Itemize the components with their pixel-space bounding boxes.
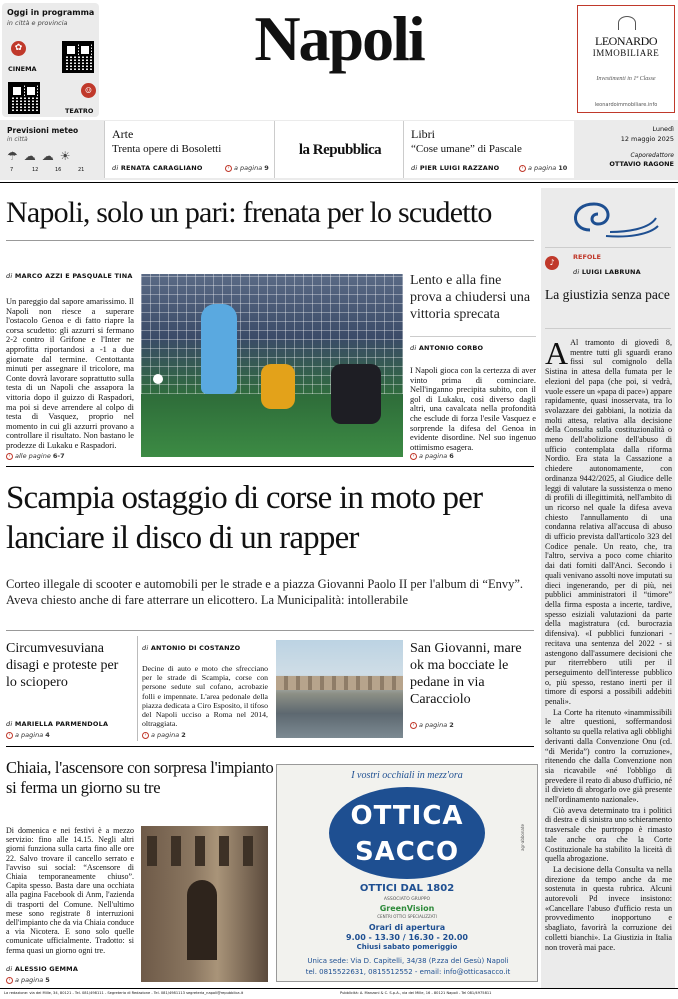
lead-body: Un pareggio dal sapore amarissimo. Il Napoli non riesce a superare l'ostacolo Genoa e di fatto riapre la corsa scudetto: gli azzurri si fermano 2-2 contro il Grifone e l'Inter ne approfitta riportandosi a -1 a due giornate dal termine. Centottanta minuti per assegnare il tricolore, ma Conte dovrà lavorare soprattutto sulla testa di un Napoli che assapora la vittoria dopo il guizzo di Raspadori, ma poi si deve arrendere al colpo di testa di Vasquez, proprio nel momento in cui gli azzurri provano a controllare il risultato. Non bastano le prodezze di Lukaku e Raspadori. [6,297,134,450]
footer-pubblicita: Pubblicità: A. Manzoni & C. S.p.A., via dei Mille, 16 - 80121 Napoli - Tel 081/4975811 [340,991,492,995]
arte-byline [112,164,203,172]
ottica-assoc [277,897,537,902]
libri-section: Libri [411,127,435,141]
masthead-title[interactable]: Napoli [254,3,424,74]
meteo-box [2,121,99,178]
ball [153,374,163,384]
shoreline-buildings [276,676,403,690]
ottica-brand2: SACCO [354,837,460,867]
ottica-hours: 9.00 - 13.30 / 16.30 - 20.00 [346,933,468,942]
cinema-icon: ✿ [11,41,26,56]
dateline [576,125,674,168]
di-label: di [6,720,13,728]
libri-headline: “Cose umane” di Pascale [411,143,522,155]
divider [0,988,678,989]
meteo-hour: 7 [10,167,14,173]
refole-wave-illustration [560,194,660,240]
di-label: di [112,164,119,172]
ottica-side-note: agr-abbonate [519,824,525,851]
a-pagina-label: a pagina [15,976,44,984]
refole-byline [573,268,641,276]
lead-side-page: 6 [449,452,454,460]
goalkeeper [261,364,295,409]
circum-author: MARIELLA PARMENDOLA [14,720,109,728]
arrow-icon: › [410,722,417,729]
ottica-closed: Chiusi sabato pomeriggio [356,943,458,951]
secondary-body: Decine di auto e moto che sfrecciano per le strade di Scampia, corse con persone sedute sul cofano, acrobazie folli e impennate. L'area pedonale della piazza dedicata a Ciro Esposito, il tifoso del Napoli ucciso a Roma nel 2014, oltraggiata. [142,664,268,729]
arte-author: RENATA CARAGLIANO [120,164,203,172]
cinema-label[interactable]: CINEMA [8,65,37,73]
lead-headline[interactable]: Napoli, solo un pari: frenata per lo scudetto [6,196,492,229]
dateline-day: Lunedì [652,125,674,133]
lead-side-page-ref[interactable] [410,452,454,460]
divider [6,466,534,467]
leonardo-url: leonardoimmobiliare.info [594,102,658,108]
meteo-hour: 12 [32,167,39,173]
chiaia-headline[interactable]: Chiaia, l'ascensore con sorpresa l'impianto si ferma un giorno su tre [6,758,274,797]
ottica-group-label: GRUPPO [411,897,431,902]
teatro-qr-code[interactable] [8,82,40,114]
arrow-icon: › [225,165,232,172]
a-pagina-label: a pagina [151,731,180,739]
refole-paragraph: La decisione della Consulta va nella direzione da tempo anche da me sostenuta in questa rubrica. Alcuni autorevoli Pd invece insistono: «Cancellare l'abuso d'ufficio resta un provvedimento inopportuno e sbagliato, favorirà la corruzione dei colletti bianchi». La Giustizia in Italia non troverà mai pace. [545,864,672,952]
a-pagina-label: a pagina [419,452,448,460]
secondary-author: ANTONIO DI COSTANZO [150,644,241,652]
leonardo-name: LEONARDO [595,34,657,48]
teatro-icon: ☺ [81,83,96,98]
chiaia-body: Di domenica e nei festivi è a mezzo servizio: fino alle 14.15. Negli altri giorni funziona sulla carta fino alle ore 22. Salvo trovare il cancello serrato e l'avviso sui social: “Ascensore di Chiaia temporaneamente chiuso”. Capita spesso. Basta dare una occhiata alla pagina Facebook di Anm, l'azienda di trasporti del Comune. Nell'ultimo mese sono registrate 8 interruzioni dell'impianto che da via Chiaia conduce a via Nicotera. E sono solo quelle comunicate ufficialmente. Tradotto: si ferma quasi un giorno ogni tre. [6,826,134,955]
a-pagina-label: a pagina [234,164,263,172]
di-label: di [6,272,13,280]
wave-icon [560,194,660,240]
leonardo-name2: IMMOBILIARE [592,48,660,58]
chiaia-page: 5 [45,976,50,984]
sangiovanni-photo[interactable] [276,640,403,738]
brand-logo[interactable]: la Repubblica [298,142,382,158]
ottica-gv-sub: CENTRI OTTICI SPECIALIZZATI [377,914,437,919]
secondary-byline [142,644,240,652]
divider [545,247,671,248]
ottica-slogan: I vostri occhiali in mezz'ora [351,770,463,781]
weather-icons: ☂☁☁☀ [7,149,77,163]
lead-side-body: I Napoli gioca con la certezza di aver vinto prima di cominciare. Nell'inganno precipita subito, con il gol di Lukaku, così diverso dagli altri, una cavalcata nella profondità che esclude di forza l'esile Vasquez e sorprende la difesa del Genoa in evidente disordine. Nel suo ingenuo ottimismo esagera. [410,366,536,452]
footer-redazione: La redazione: via dei Mille, 34, 80121 - Tel. 081/498111 - Segreteria di Redazione - Tel. 081/4981113 segreteria_napoli@repubblica.it [4,991,244,995]
ad-leonardo[interactable] [577,5,675,113]
chiaia-author: ALESSIO GEMMA [14,965,79,973]
dateline-editor: OTTAVIO RAGONE [609,160,674,168]
teaser-libri[interactable] [404,121,574,178]
alle-pagine-label: alle pagine [15,452,51,460]
refole-paragraph: La Corte ha ritenuto «inammissibili le altre questioni, soffermandosi soltanto su quella relativa agli obblighi derivanti dalla Convenzione Onu (cd. “di Merida”) contro la corruzione», ritenendo che dalla Convenzione non sia ricavabile «né l'obbligo di prevedere il reato di abuso d'ufficio, né il divieto di abrogarlo ove già presente nell'ordinamento nazionale». [545,707,672,805]
dateline-role: Caporedattore [630,152,674,159]
refole-headline[interactable]: La giustizia senza pace [545,287,670,302]
secondary-page: 2 [181,731,186,739]
di-label: di [410,344,417,352]
libri-author: PIER LUIGI RAZZANO [419,164,500,172]
teaser-arte[interactable] [104,121,274,178]
refole-paragraph [545,335,672,707]
divider [410,336,536,337]
dropcap: A [545,335,569,371]
lead-byline [6,272,133,280]
libri-page: 10 [558,164,568,172]
sangiovanni-headline[interactable]: San Giovanni, mare ok ma bocciate le pedane in via Caracciolo [410,641,522,707]
ottica-assoc-label: ASSOCIATO [383,897,410,902]
divider [0,182,678,183]
teatro-label[interactable]: TEATRO [65,107,94,115]
chiaia-byline [6,965,78,973]
lead-authors: MARCO AZZI E PASQUALE TINA [14,272,133,280]
circum-headline[interactable]: Circumvesuviana disagi e proteste per lo sciopero [6,641,119,690]
programma-subtitle: in città e provincia [7,19,68,27]
ottica-since: OTTICI DAL 1802 [359,883,455,894]
secondary-deck: Corteo illegale di scooter e automobili per le strade e a piazza Giovanni Paolo II per l'album di “Envy”. Aveva chiesto anche di fare atterrare un elicottero. La Municipalità: intollerabile [6,577,524,607]
player-blue [201,304,237,394]
programma-title: Oggi in programma [7,8,95,17]
divider [545,328,671,329]
libri-page-ref[interactable] [519,164,567,172]
chiaia-page-ref[interactable] [6,976,50,984]
refole-section: REFOLE [573,253,601,261]
arte-page-ref[interactable] [225,164,269,172]
arrow-icon: › [6,977,13,984]
circum-byline [6,720,108,728]
meteo-subtitle: in città [7,136,28,143]
refole-body [545,335,672,986]
brand-box [274,121,404,178]
arte-section: Arte [112,127,134,141]
ottica-contacts: tel. 0815522631, 0815512552 - email: info@otticasacco.it [305,968,511,976]
refole-icon: ♪ [545,256,559,270]
ottica-greenvision: GreenVision [379,904,435,913]
circum-page: 4 [45,731,50,739]
dateline-date: 12 maggio 2025 [620,135,674,143]
arch-doorway [187,880,217,960]
lead-page-ref[interactable] [6,452,65,460]
ad-ottica-sacco[interactable] [276,764,538,982]
ottica-hours-title: Orari di apertura [368,923,446,932]
arrow-icon: › [6,732,13,739]
lead-photo[interactable] [141,274,403,457]
arte-headline: Trenta opere di Bosoletti [112,143,222,155]
arrow-icon: › [6,453,13,460]
player-dark [331,364,381,424]
column-divider [137,636,138,741]
arrow-icon: › [519,165,526,172]
divider [6,240,534,241]
meteo-hour: 16 [55,167,62,173]
ottica-brand1: OTTICA [350,801,464,831]
di-label: di [411,164,418,172]
ottica-address: Unica sede: Via D. Capitelli, 34/38 (P.zza del Gesù) Napoli [307,957,509,965]
circum-page-ref[interactable] [6,731,50,739]
arte-page: 9 [264,164,269,172]
leonardo-tagline: Investimenti in 1ª Classe [596,76,656,82]
sangiovanni-page: 2 [449,721,454,729]
secondary-headline[interactable]: Scampia ostaggio di corse in moto per lanciare il disco di un rapper [6,480,483,556]
divider [6,746,534,747]
divider [6,630,534,631]
facade-windows [147,836,262,866]
lead-side-author: ANTONIO CORBO [418,344,484,352]
di-label: di [142,644,149,652]
a-pagina-label: a pagina [15,731,44,739]
sangiovanni-page-ref[interactable] [410,721,454,729]
secondary-page-ref[interactable] [142,731,186,739]
arrow-icon: › [410,453,417,460]
chiaia-photo[interactable] [141,826,268,982]
di-label: di [573,268,580,276]
a-pagina-label: a pagina [419,721,448,729]
refole-paragraph: Ciò aveva determinato tra i politici di destra e di sinistra uno schieramento trasversale che purtroppo è rimasto tale anche ora che la Corte Costituzionale ha stabilito la liceità di quella abrogazione. [545,805,672,864]
arrow-icon: › [142,732,149,739]
leonardo-logo-icon [618,16,636,30]
refole-body1: Al tramonto di giovedì 8, mentre tutti gli sguardi erano fissi sul comignolo della Sistina in attesa della fumata per le elezioni del papa (che poi, si vedrà, vuole essere un «papa di pace») appare rapidamente, quasi inosservata, tra lo svolazzare dei gabbiani, la notizia da molti attesa, relativa alla decisione della Consulta sulla costituzionalità o meno dell'abolizione dell'abuso di ufficio contemplata dalla riforma Nordio. Era stata la Cassazione a chiedere autonomamente, con ordinanza 9442/2025, al Giudice delle leggi di valutare la sussistenza o meno di profili di illegittimità, nell'ambito di un ricorso nel quale la difesa aveva chiesto l'annullamento di una condanna relativa all'accusa di abuso di ufficio prevista dall'articolo 323 del Codice penale. Un reato, che, tra l'altro, serviva a poco come chiarito dai dati forniti dall'Anci. Secondo i quali venivano assolti nove imputati su dieci ingenerando, per di più, nei pubblici amministratori il “timore” della firma esposta a incerte, tardive, spesso esiziali valutazioni da parte della magistratura (cd. burocrazia difensiva). «I pubblici funzionari - recitava una sentenza del 2022 - si astengono dall'assumere decisioni che pur riterrebbero utili per il perseguimento dell'interesse pubblico o, più spesso, restano inerti per il timore di esporsi a possibili addebiti penali». [545,338,672,707]
meteo-title: Previsioni meteo [7,126,79,135]
di-label: di [6,965,13,973]
lead-side-headline[interactable]: Lento e alla fine prova a chiudersi una vittoria sprecata [410,273,531,322]
refole-author: LUIGI LABRUNA [581,268,641,276]
meteo-hour: 21 [78,167,85,173]
lead-page: 6-7 [52,452,65,460]
libri-byline [411,164,499,172]
lead-side-byline [410,344,483,352]
a-pagina-label: a pagina [528,164,557,172]
